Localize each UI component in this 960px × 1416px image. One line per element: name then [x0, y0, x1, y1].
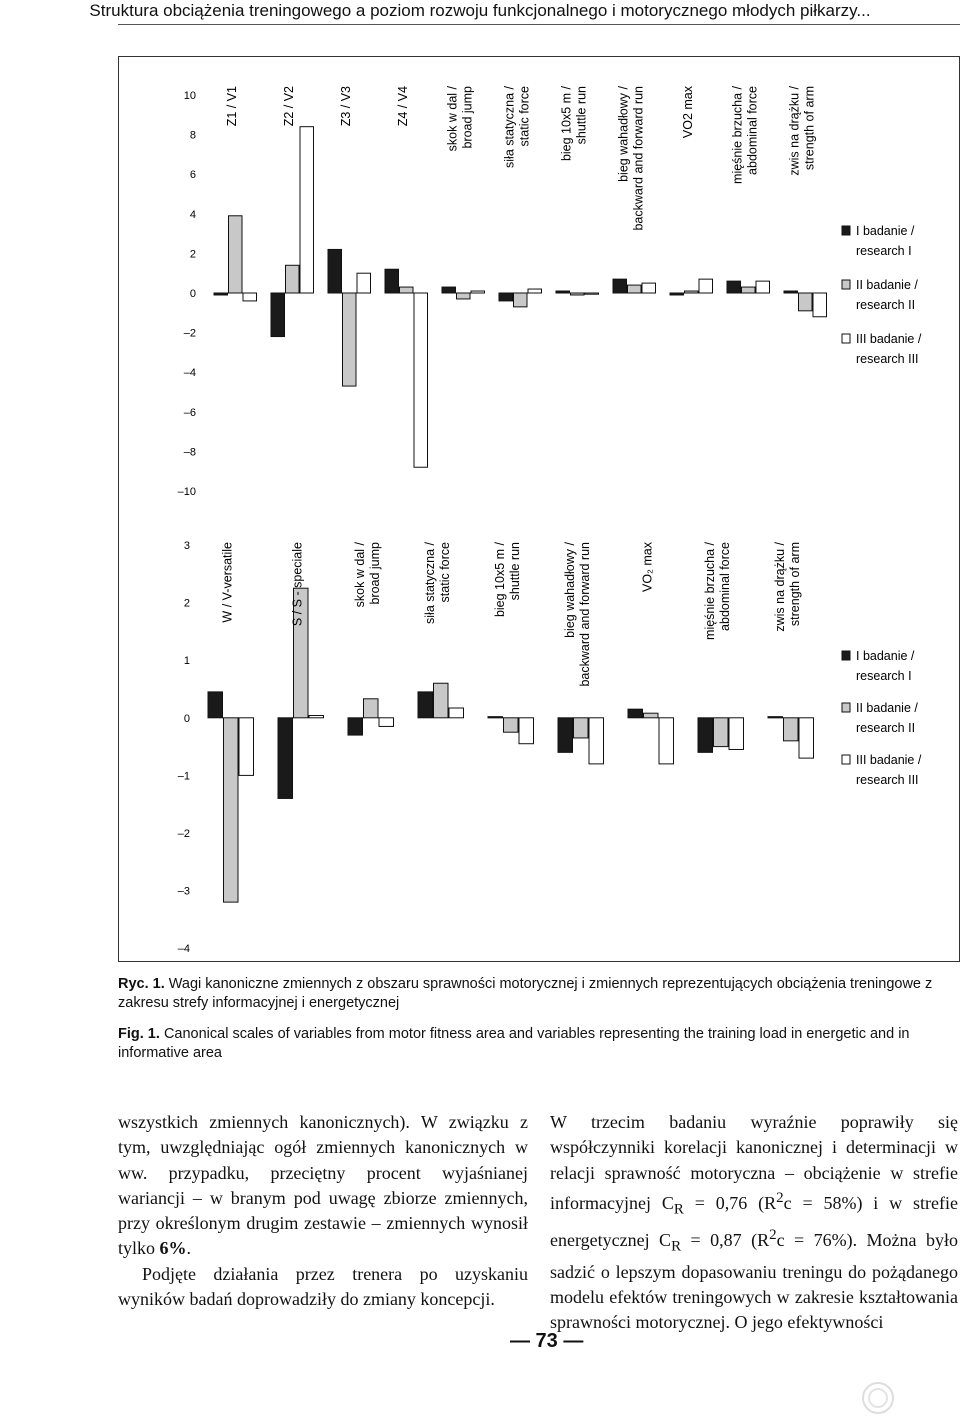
legend-label: research II	[856, 721, 916, 735]
left-p1-bold: 6%	[159, 1238, 187, 1259]
y-tick-label: –8	[183, 446, 196, 459]
category-label: static force	[517, 86, 532, 147]
y-tick-label: 2	[183, 597, 190, 610]
right-text-c: c = 58%) i w strefie energetycznej C	[550, 1192, 959, 1250]
category-label: W / V-versatile	[220, 542, 235, 623]
category-label: broad jump	[460, 86, 475, 149]
category-label: bieg wahadłowy /	[562, 542, 577, 638]
right-text-d: = 0,87 (R	[681, 1229, 770, 1250]
legend-label: III badanie /	[856, 753, 922, 767]
category-label: strength of arm	[802, 86, 817, 171]
chart-bar	[519, 718, 534, 744]
figure-caption-pl	[118, 975, 960, 1013]
y-tick-label: 8	[189, 129, 196, 142]
publisher-logo-icon	[860, 1380, 896, 1416]
chart-bar	[239, 718, 254, 776]
chart-bar	[628, 709, 643, 718]
y-tick-label: 2	[189, 248, 196, 261]
category-label: VO2 max	[680, 86, 695, 139]
category-label: abdominal force	[745, 86, 760, 175]
category-label: Z1 / V1	[224, 86, 239, 127]
category-label: VO₂ max	[640, 542, 655, 592]
y-tick-label: –10	[177, 486, 196, 498]
left-p1-text: wszystkich zmiennych kanonicznych). W związku z tym, uwzględniając ogół zmiennych kanonicznych w ww. przypadku, przeciętny procent wyjaśnianej wariancji – w branym pod uwagę zbiorze zmiennych, przy określonym drugim zestawie – zmiennych wynosił tylko	[118, 1112, 528, 1259]
y-tick-label: 0	[189, 288, 196, 300]
category-label: backward and forward run	[577, 542, 592, 687]
category-label: abdominal force	[717, 542, 732, 631]
right-sub-2: R	[671, 1238, 682, 1255]
page-number: — 73 —	[510, 1330, 584, 1352]
legend-label: research III	[856, 773, 919, 787]
category-label: Z2 / V2	[281, 86, 296, 127]
left-p1-end: .	[186, 1238, 192, 1259]
left-paragraph-1	[118, 1110, 528, 1262]
y-tick-label: –2	[183, 327, 196, 340]
legend-swatch	[842, 755, 850, 764]
legend-label: I badanie /	[856, 649, 915, 663]
legend-label: II badanie /	[856, 701, 918, 715]
chart-bar	[659, 718, 674, 764]
left-paragraph-2: Podjęte działania przez trenera po uzyskaniu wyników badań doprowadziły do zmiany koncepcji.	[118, 1263, 528, 1310]
category-label: static force	[437, 542, 452, 603]
category-label: bieg wahadłowy /	[616, 86, 631, 182]
category-label: broad jump	[367, 542, 382, 605]
category-label: S / S - speciale	[290, 542, 305, 627]
category-label: strength of arm	[787, 542, 802, 627]
legend-swatch	[842, 703, 850, 712]
right-sup-2: 2	[769, 1226, 777, 1243]
chart-bar	[418, 692, 433, 718]
right-paragraph	[550, 1110, 958, 1336]
category-label: zwis na drążku /	[787, 86, 802, 176]
chart-bar	[449, 708, 464, 718]
chart-bar	[348, 718, 363, 735]
caption-en-label: Fig. 1.	[118, 1026, 160, 1042]
y-tick-label: –2	[177, 828, 190, 840]
y-tick-label: 4	[189, 208, 196, 221]
category-label: skok w dal /	[445, 86, 460, 152]
chart-bar	[278, 718, 293, 799]
chart-bar	[799, 718, 814, 758]
category-label: shuttle run	[507, 542, 522, 601]
chart-bar	[644, 713, 659, 718]
legend-label: I badanie /	[856, 224, 915, 238]
caption-en-text: Canonical scales of variables from motor fitness area and variables representing the training load in energetic and in informative area	[118, 1026, 910, 1061]
y-tick-label: 6	[189, 169, 196, 182]
body-column-left	[118, 1110, 528, 1312]
chart-bar	[729, 718, 744, 750]
running-header: Struktura obciążenia treningowego a poziom rozwoju funkcjonalnego i motorycznego młodych piłkarzy...	[89, 1, 871, 20]
category-label: mięśnie brzucha /	[730, 86, 745, 184]
legend-label: research III	[856, 352, 919, 366]
caption-pl-text: Wagi kanoniczne zmiennych z obszaru sprawności motorycznej i zmiennych reprezentujących obciążenia treningowe z zakresu strefy informacyjnej i energetycznej	[118, 976, 933, 1011]
y-tick-label: –3	[177, 885, 190, 898]
category-label: siła statyczna /	[422, 542, 437, 624]
category-label: skok w dal /	[352, 542, 367, 608]
chart-bar	[784, 718, 799, 741]
chart-bar	[574, 718, 589, 738]
chart-bar	[558, 718, 573, 753]
chart-bar	[488, 717, 503, 718]
legend-label: research I	[856, 669, 912, 683]
chart-bar	[208, 692, 223, 718]
category-label: mięśnie brzucha /	[702, 542, 717, 640]
category-label: shuttle run	[574, 86, 589, 145]
chart-bar	[768, 717, 783, 718]
category-label: backward and forward run	[631, 86, 646, 231]
category-label: Z3 / V3	[338, 86, 353, 127]
chart-bar	[698, 718, 713, 753]
y-tick-label: 10	[183, 90, 196, 102]
legend-label: II badanie /	[856, 278, 918, 292]
y-tick-label: 1	[183, 655, 190, 668]
y-tick-label: 3	[183, 540, 190, 552]
chart-bar	[309, 715, 324, 717]
right-sup-1: 2	[776, 1189, 784, 1206]
body-column-right	[550, 1110, 958, 1336]
category-label: bieg 10x5 m /	[492, 542, 507, 618]
legend-swatch	[842, 651, 850, 660]
chart-bar	[364, 699, 379, 718]
legend-label: research I	[856, 244, 912, 258]
legend-label: III badanie /	[856, 332, 922, 346]
right-sub-1: R	[673, 1201, 684, 1218]
y-tick-label: –4	[183, 367, 196, 380]
y-tick-label: 0	[183, 712, 190, 725]
right-text-b: = 0,76 (R	[683, 1192, 777, 1213]
right-text-e: c = 76%). Można było sadzić o lepszym dopasowaniu treningu do pożądanego modelu efektów treningowych w zakresie kształtowania sprawności motorycznej. O jego efektywności	[550, 1229, 958, 1333]
y-tick-label: –1	[177, 770, 190, 783]
category-label: Z4 / V4	[395, 86, 410, 127]
chart-bar	[379, 718, 394, 727]
chart-bar	[504, 718, 519, 732]
caption-pl-label: Ryc. 1.	[118, 976, 165, 992]
chart-bar	[714, 718, 729, 747]
figure-caption-en	[118, 1025, 960, 1063]
category-label: zwis na drążku /	[772, 542, 787, 632]
category-label: siła statyczna /	[502, 86, 517, 168]
chart-bar	[589, 718, 604, 764]
chart-bar	[434, 683, 449, 718]
category-label: bieg 10x5 m /	[559, 86, 574, 162]
y-tick-label: –4	[177, 943, 190, 956]
y-tick-label: –6	[183, 406, 196, 419]
legend-label: research II	[856, 298, 916, 312]
chart-bar	[224, 718, 239, 902]
right-text-a: W trzecim badaniu wyraźnie poprawiły się współczynniki korelacji kanonicznej i determinacji w relacji sprawność motoryczna – obciążenie w strefie informacyjnej C	[550, 1112, 958, 1213]
